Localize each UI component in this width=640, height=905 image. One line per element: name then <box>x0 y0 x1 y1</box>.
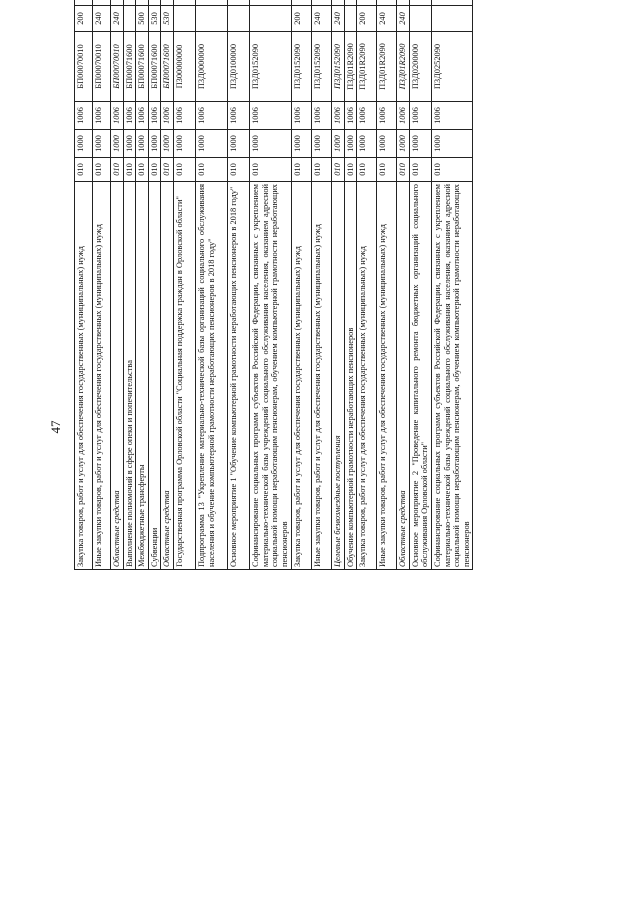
code-section-cell: 1000 <box>93 130 111 158</box>
code-subsection-cell: 1006 <box>249 102 291 130</box>
row-name-cell: Обучение компьютерной грамотности неработающих пенсионеров <box>344 182 357 570</box>
code-type-cell: 200 <box>291 6 311 32</box>
code-subsection-cell: 1006 <box>93 102 111 130</box>
code-gov-cell: 010 <box>431 158 472 182</box>
code-section-cell: 1000 <box>431 130 472 158</box>
code-type-cell <box>195 6 227 32</box>
code-target-cell: П3Д01R2090 <box>377 32 397 102</box>
table-row <box>357 0 377 570</box>
code-section-cell: 1000 <box>195 130 227 158</box>
code-source-cell <box>227 0 249 6</box>
row-name-cell: Софинансирование социальных программ субъектов Российской Федерации, связанных с укреплением материально-технической базы учреждений социального обслуживания населения, оказанием адресной социальной помощи неработающим пенсионерам, обучением компьютерной грамотности неработающих пенсионеров <box>431 182 472 570</box>
code-gov-cell: 010 <box>173 158 195 182</box>
code-gov-cell: 010 <box>311 158 331 182</box>
code-source-cell <box>311 0 331 6</box>
code-type-cell: 530 <box>161 6 174 32</box>
code-gov-cell: 010 <box>75 158 93 182</box>
table-row <box>409 0 431 570</box>
code-source-cell <box>111 0 124 6</box>
code-source-cell <box>331 0 344 6</box>
code-target-cell: П3Д01R2090 <box>344 32 357 102</box>
code-type-cell: 240 <box>93 6 111 32</box>
code-gov-cell: 010 <box>93 158 111 182</box>
code-subsection-cell: 1006 <box>431 102 472 130</box>
code-source-cell <box>377 0 397 6</box>
row-name-cell: Государственная программа Орловской области "Социальная поддержка граждан в Орловской области" <box>173 182 195 570</box>
code-target-cell: БП00071600 <box>123 32 136 102</box>
code-section-cell: 1000 <box>173 130 195 158</box>
code-type-cell: 240 <box>397 6 410 32</box>
code-subsection-cell: 1006 <box>344 102 357 130</box>
row-name-cell: Закупка товаров, работ и услуг для обеспечения государственных (муниципальных) нужд <box>357 182 377 570</box>
code-gov-cell: 010 <box>331 158 344 182</box>
code-type-cell <box>173 6 195 32</box>
code-source-cell <box>148 0 161 6</box>
code-gov-cell: 010 <box>195 158 227 182</box>
table-row <box>93 0 111 570</box>
table-row <box>195 0 227 570</box>
code-subsection-cell: 1006 <box>227 102 249 130</box>
code-gov-cell: 010 <box>227 158 249 182</box>
code-section-cell: 1000 <box>123 130 136 158</box>
table-row <box>291 0 311 570</box>
code-source-cell <box>75 0 93 6</box>
code-target-cell: П3Д0000000 <box>195 32 227 102</box>
row-name-cell: Подпрограмма 13 "Укрепление материально-технической базы организаций социального обслуживания населения и обучение компьютерной грамотности неработающих пенсионеров в 2018 году" <box>195 182 227 570</box>
code-gov-cell: 010 <box>249 158 291 182</box>
code-type-cell: 240 <box>111 6 124 32</box>
row-name-cell: Субвенции <box>148 182 161 570</box>
table-row <box>227 0 249 570</box>
code-section-cell: 1000 <box>357 130 377 158</box>
row-name-cell: Основное мероприятие 2 "Проведение капитального ремонта бюджетных организаций социального обслуживания Орловской области" <box>409 182 431 570</box>
code-type-cell <box>431 6 472 32</box>
code-target-cell: БП00070010 <box>93 32 111 102</box>
code-section-cell: 1000 <box>397 130 410 158</box>
code-type-cell <box>123 6 136 32</box>
code-source-cell <box>93 0 111 6</box>
code-subsection-cell: 1006 <box>357 102 377 130</box>
code-gov-cell: 010 <box>357 158 377 182</box>
table-row <box>249 0 291 570</box>
table-row <box>161 0 174 570</box>
table-row <box>173 0 195 570</box>
code-subsection-cell: 1006 <box>291 102 311 130</box>
code-subsection-cell: 1006 <box>148 102 161 130</box>
code-gov-cell: 010 <box>291 158 311 182</box>
table-row <box>123 0 136 570</box>
code-source-cell <box>249 0 291 6</box>
code-target-cell: БП00070010 <box>75 32 93 102</box>
code-source-cell <box>357 0 377 6</box>
code-source-cell <box>431 0 472 6</box>
table-row <box>431 0 472 570</box>
code-gov-cell: 010 <box>344 158 357 182</box>
code-section-cell: 1000 <box>227 130 249 158</box>
code-target-cell: П3Д0152090 <box>331 32 344 102</box>
code-type-cell <box>249 6 291 32</box>
table-row <box>397 0 410 570</box>
row-name-cell: Закупка товаров, работ и услуг для обеспечения государственных (муниципальных) нужд <box>291 182 311 570</box>
code-section-cell: 1000 <box>136 130 149 158</box>
code-type-cell: 200 <box>357 6 377 32</box>
code-source-cell <box>195 0 227 6</box>
table-row <box>331 0 344 570</box>
code-subsection-cell: 1006 <box>397 102 410 130</box>
row-name-cell: Иные закупки товаров, работ и услуг для обеспечения государственных (муниципальных) нужд <box>311 182 331 570</box>
code-source-cell <box>161 0 174 6</box>
code-gov-cell: 010 <box>161 158 174 182</box>
code-target-cell: БП00070010 <box>111 32 124 102</box>
rotated-page-content <box>74 0 600 570</box>
code-source-cell <box>136 0 149 6</box>
code-type-cell: 240 <box>311 6 331 32</box>
code-type-cell: 200 <box>75 6 93 32</box>
code-section-cell: 1000 <box>111 130 124 158</box>
code-section-cell: 1000 <box>311 130 331 158</box>
code-target-cell: БП00071600 <box>148 32 161 102</box>
code-source-cell <box>344 0 357 6</box>
code-target-cell: П300000000 <box>173 32 195 102</box>
row-name-cell: Межбюджетные трансферты <box>136 182 149 570</box>
code-subsection-cell: 1006 <box>75 102 93 130</box>
code-source-cell <box>173 0 195 6</box>
code-section-cell: 1000 <box>249 130 291 158</box>
row-name-cell: Иные закупки товаров, работ и услуг для обеспечения государственных (муниципальных) нужд <box>377 182 397 570</box>
row-name-cell: Областные средства <box>161 182 174 570</box>
code-subsection-cell: 1006 <box>377 102 397 130</box>
code-section-cell: 1000 <box>161 130 174 158</box>
code-section-cell: 1000 <box>291 130 311 158</box>
code-subsection-cell: 1006 <box>173 102 195 130</box>
table-row <box>311 0 331 570</box>
code-subsection-cell: 1006 <box>161 102 174 130</box>
table-row <box>377 0 397 570</box>
code-section-cell: 1000 <box>148 130 161 158</box>
code-gov-cell: 010 <box>111 158 124 182</box>
code-subsection-cell: 1006 <box>111 102 124 130</box>
code-target-cell: П3Д0152090 <box>249 32 291 102</box>
code-source-cell <box>291 0 311 6</box>
code-section-cell: 1000 <box>344 130 357 158</box>
code-gov-cell: 010 <box>123 158 136 182</box>
code-section-cell: 1000 <box>331 130 344 158</box>
row-name-cell: Выполнение полномочий в сфере опеки и попечительства <box>123 182 136 570</box>
code-type-cell: 240 <box>377 6 397 32</box>
row-name-cell: Закупка товаров, работ и услуг для обеспечения государственных (муниципальных) нужд <box>75 182 93 570</box>
code-target-cell: П3Д01R2090 <box>357 32 377 102</box>
table-row <box>111 0 124 570</box>
code-section-cell: 1000 <box>75 130 93 158</box>
code-section-cell: 1000 <box>377 130 397 158</box>
rotated-table-area <box>74 12 600 890</box>
row-name-cell: Основное мероприятие 1 "Обучение компьютерной грамотности неработающих пенсионеров в 2018 году" <box>227 182 249 570</box>
code-source-cell <box>123 0 136 6</box>
code-target-cell: БП00071600 <box>136 32 149 102</box>
code-type-cell <box>409 6 431 32</box>
table-row <box>148 0 161 570</box>
row-name-cell: Софинансирование социальных программ субъектов Российской Федерации, связанных с укреплением материально-технической базы учреждений социального обслуживания населения, оказанием адресной социальной помощи неработающим пенсионерам, обучением компьютерной грамотности неработающих пенсионеров <box>249 182 291 570</box>
code-target-cell: П3Д0152090 <box>291 32 311 102</box>
code-target-cell: П3Д0200000 <box>409 32 431 102</box>
code-gov-cell: 010 <box>148 158 161 182</box>
code-subsection-cell: 1006 <box>409 102 431 130</box>
row-name-cell: Областные средства <box>111 182 124 570</box>
code-source-cell <box>409 0 431 6</box>
code-target-cell: П3Д01R2090 <box>397 32 410 102</box>
code-type-cell <box>227 6 249 32</box>
code-subsection-cell: 1006 <box>311 102 331 130</box>
code-gov-cell: 010 <box>377 158 397 182</box>
budget-table <box>74 0 473 570</box>
code-subsection-cell: 1006 <box>195 102 227 130</box>
page-number: 47 <box>48 420 63 434</box>
code-type-cell: 240 <box>331 6 344 32</box>
code-section-cell: 1000 <box>409 130 431 158</box>
table-row <box>344 0 357 570</box>
row-name-cell: Областные средства <box>397 182 410 570</box>
table-row <box>75 0 93 570</box>
code-target-cell: П3Д0152090 <box>311 32 331 102</box>
code-subsection-cell: 1006 <box>123 102 136 130</box>
code-target-cell: П3Д0100000 <box>227 32 249 102</box>
table-body <box>75 0 473 570</box>
code-gov-cell: 010 <box>409 158 431 182</box>
code-type-cell <box>344 6 357 32</box>
row-name-cell: Иные закупки товаров, работ и услуг для обеспечения государственных (муниципальных) нужд <box>93 182 111 570</box>
row-name-cell: Целевые безвозмездные поступления <box>331 182 344 570</box>
table-row <box>136 0 149 570</box>
code-target-cell: П3Д0252090 <box>431 32 472 102</box>
code-type-cell: 530 <box>148 6 161 32</box>
code-gov-cell: 010 <box>136 158 149 182</box>
code-gov-cell: 010 <box>397 158 410 182</box>
code-subsection-cell: 1006 <box>331 102 344 130</box>
code-target-cell: БП00071600 <box>161 32 174 102</box>
code-type-cell: 500 <box>136 6 149 32</box>
code-source-cell <box>397 0 410 6</box>
code-subsection-cell: 1006 <box>136 102 149 130</box>
